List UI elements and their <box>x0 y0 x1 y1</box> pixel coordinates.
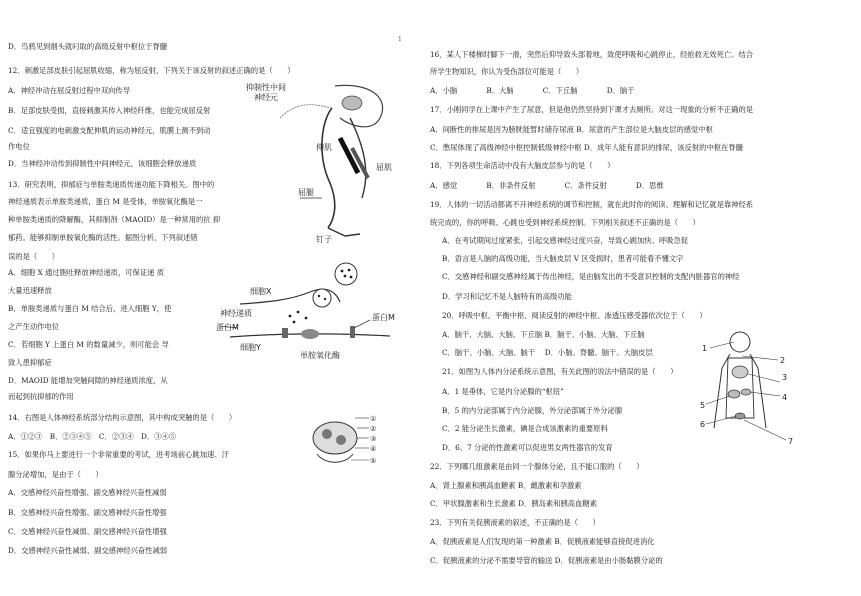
text-line: 腺分泌增加，是由于（ ） <box>8 470 103 479</box>
text-line: 致人患抑郁症 <box>8 358 52 367</box>
text-line: 16．某人下楼梯时脚下一滑，突然后仰导致头部着地，致使呼吸和心跳停止，经抢救无效死亡。结合 <box>430 50 754 59</box>
page-number: 1 <box>398 36 402 43</box>
text-line: 误的是（ ） <box>8 252 60 261</box>
figure-label: 细胞Y <box>240 343 261 352</box>
text-line: A．在考试期间过度紧张，引起交感神经过度兴奋，导致心跳加快、呼吸急促 <box>442 236 689 245</box>
neuron-structure-figure <box>305 410 380 472</box>
text-line: 19．人体的一切活动都离不开神经系统的调节和控制，就在此时你的阅读、理解和记忆就是靠神经系 <box>430 200 754 209</box>
figure-label: 屈腿 <box>298 188 314 197</box>
text-line: D．当神经冲动传到抑制性中间神经元，该细胞会释放递质 <box>8 159 197 168</box>
text-line: B．5 的内分泌部属于内分泌腺，外分泌部属于外分泌腺 <box>442 406 623 415</box>
text-line: 18．下列各项生命活动中没有大脑皮层参与的是（ ） <box>430 161 615 170</box>
text-line: 23．下列有关促胰液素的叙述，不正确的是（ ） <box>430 518 600 527</box>
text-line: 14．右图是人体神经系统部分结构示意图，其中构成突触的是（ ） <box>8 413 237 422</box>
text-line: D．鸟鸦见到烟头就叼取的高级反射中枢位于脊髓 <box>8 42 168 51</box>
text-line: D．MAOID 能增加突触间隙的神经递质浓度，从 <box>8 376 168 385</box>
text-line: 之产生动作电位 <box>8 322 60 331</box>
text-line: D．6、7 分泌的性激素可以促进男女两性器官的发育 <box>442 443 613 452</box>
text-line: 神经递质表示单胺类递质，蛋白 M 是受体，单胺氧化酶是一 <box>8 197 203 206</box>
figure-label: 伸肌 <box>316 143 332 152</box>
text-line: 种单胺类递质的降解酶，其抑制剂（MAOID）是一种常用的抗 抑 <box>8 215 221 224</box>
text-line: 12．刺激足部皮肤引起屈肌收缩，称为屈反射，下列关于该反射的叙述正确的是（ ） <box>8 66 295 75</box>
figure-label: 1 <box>702 344 708 353</box>
figure-label: 4 <box>782 393 788 402</box>
figure-label: 神经元 <box>254 93 278 102</box>
text-line: C．促胰液素的分泌不需要导管的输送 D．促胰液素是由小肠黏膜分泌的 <box>430 556 663 565</box>
text-line: 统完成的，你的呼吸、心跳也受到神经系统控制。下列相关叙述不正确的是（ ） <box>430 218 700 227</box>
figure-label: 屈肌 <box>376 163 392 172</box>
text-line: A．交感神经兴奋性增强、副交感神经兴奋性减弱 <box>8 488 167 497</box>
figure-label: 7 <box>788 437 794 446</box>
figure-label: 蛋白M <box>372 313 395 322</box>
text-line: A．1 是垂体，它是内分泌腺的“枢纽” <box>442 387 564 396</box>
text-line: B．单胺类递质与蛋白 M 结合后，进入细胞 Y，使 <box>8 304 172 313</box>
text-line: A．细胞 X 通过胞吐释放神经递质，可保证递 质 <box>8 268 165 277</box>
text-line: 15．如果你马上要进行一个非常重要的考试，进考场前心跳加速、汗 <box>8 450 229 459</box>
text-line: 22．下列哪几组激素是由同一个腺体分泌，且不能口服的（ ） <box>430 462 644 471</box>
text-line: 21．如图为人体内分泌系统示意图，有关此图的说法中错误的是（ ） <box>442 367 678 376</box>
text-line: 而起到抗抑郁的作用 <box>8 392 74 401</box>
text-line: C．适宜强度的电刺激支配伸肌的运动神经元，肌膜上测不到动 <box>8 126 211 135</box>
text-line: A．促胰液素是人们发现的第一种激素 B．促胰液素能够直接促进消化 <box>430 537 655 546</box>
text-line: 所学生物知识，你认为受伤部位可能是（ ） <box>430 67 584 76</box>
text-line: D．学习和记忆不是人脑特有的高级功能 <box>442 292 572 301</box>
figure-label: 2 <box>780 356 786 365</box>
text-line: A．感觉 B．非条件反射 C．条件反射 D．思维 <box>430 181 664 190</box>
figure-label: 蛋白M <box>216 323 239 332</box>
figure-label: 6 <box>700 420 706 429</box>
figure-label: ③ <box>370 435 377 443</box>
text-line: A．神经冲动在屈反射过程中双向传导 <box>8 86 131 95</box>
figure-label: 钉子 <box>316 235 332 243</box>
text-line: C．甲状腺激素和生长激素 D．胰岛素和胰高血糖素 <box>430 499 597 508</box>
text-line: 13．研究表明，抑郁症与单胺类递质传递功能下降相关。图中的 <box>8 180 215 189</box>
text-line: A．小脑 B．大脑 C．下丘脑 D．脑干 <box>430 86 635 95</box>
figure-label: 细胞X <box>250 287 272 296</box>
text-line: 17．小刚同学在上课中产生了尿意，但是他仍然坚持到下课才去厕所。对这一现象的分析不正确的是 <box>430 105 754 114</box>
figure-label: ⑤ <box>370 457 377 465</box>
text-line: C．憋尿体现了高级神经中枢控制低级神经中枢 D．成年人能有意识的排尿，该反射的中枢在脊髓 <box>430 143 743 152</box>
figure-label: ① <box>370 415 377 423</box>
text-line: A．脑干、大脑、大脑、下丘脑 B．脑干、小脑、大脑、下丘脑 <box>442 330 645 339</box>
text-line: 大量迅速释放 <box>8 286 52 295</box>
text-line: 郁药。能够抑制单胺氧化酶的活性。据图分析，下列叙述错 <box>8 233 198 242</box>
text-line: C．交感神经和副交感神经属于传出神经，是由脑发出的不受意识控制的支配内脏器官的神经 <box>442 272 740 281</box>
text-line: A．①②③ B．②③④⑤ C．②③④ D．③④⑤ <box>8 432 177 441</box>
figure-label: ② <box>370 425 377 433</box>
text-line: C．2 能分泌生长激素，碘是合成该激素的重要原料 <box>442 424 608 433</box>
text-line: A．肾上腺素和胰高血糖素 B．雌激素和孕激素 <box>430 481 582 490</box>
text-line: B．交感神经兴奋性增强、副交感神经兴奋性增强 <box>8 508 167 517</box>
text-line: A．间断性的排尿是因为膀胱能暂时储存尿液 B．尿意的产生部位是大脑皮层的感觉中枢 <box>430 125 713 134</box>
text-line: B．足部皮肤受损，直接刺激其传入神经纤维，也能完成屈反射 <box>8 106 211 115</box>
figure-label: 神经递质 <box>220 309 252 318</box>
text-line: C．脑干、小脑、大脑、脑干 D．小脑、脊髓、脑干、大脑皮层 <box>442 348 653 357</box>
synapse-figure <box>200 262 405 362</box>
figure-label: 3 <box>782 373 788 382</box>
text-line: 作电位 <box>8 142 30 151</box>
figure-label: 单胺氧化酶 <box>300 351 340 360</box>
figure-label: 5 <box>700 401 706 410</box>
text-line: C．交感神经兴奋性减弱、副交感神经兴奋性增强 <box>8 527 167 536</box>
reflex-arc-figure <box>240 78 405 243</box>
text-line: D．交感神经兴奋性减弱、副交感神经兴奋性减弱 <box>8 546 168 555</box>
figure-label: ④ <box>370 445 377 453</box>
text-line: 20．呼吸中枢、平衡中枢、阅读反射的神经中枢、渗透压感受器依次位于（ ） <box>442 311 707 320</box>
text-line: C．若细胞 Y 上蛋白 M 的数量减少，则可能会 导 <box>8 340 169 349</box>
endocrine-system-figure <box>700 328 800 448</box>
figure-label: 抑制性中间 <box>246 83 286 92</box>
text-line: B．语言是人脑的高级功能，当大脑皮层 V 区受损时，患者可能看不懂文字 <box>442 254 684 263</box>
